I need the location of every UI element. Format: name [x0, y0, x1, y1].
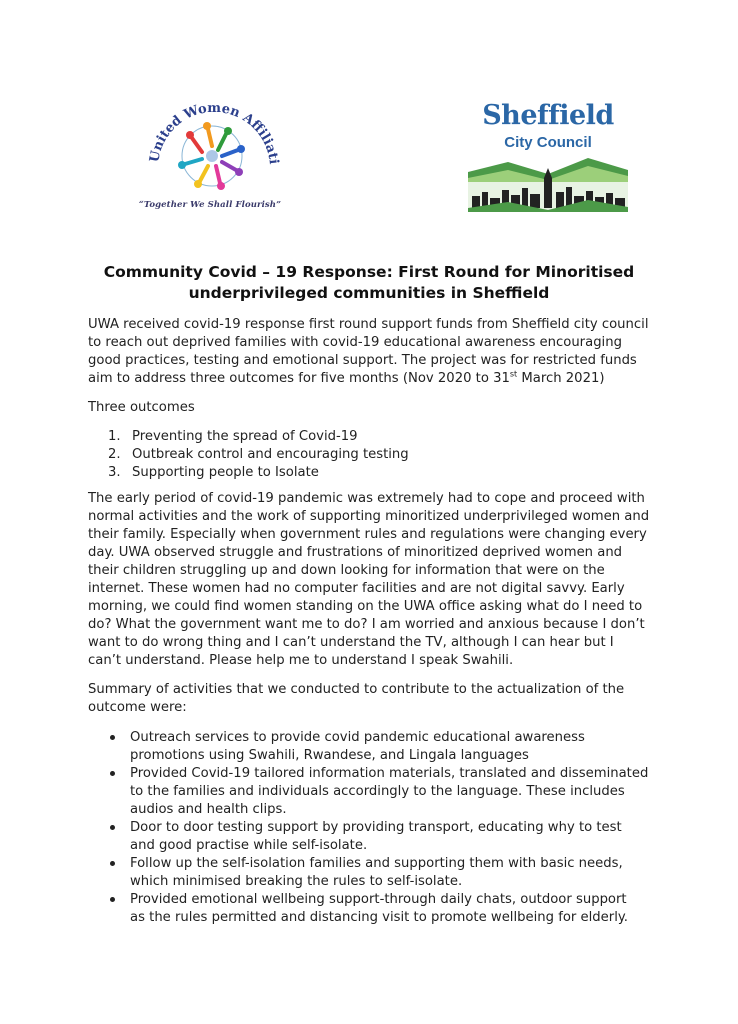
activities-list: [108, 729, 668, 927]
list-number: 1.: [108, 429, 121, 444]
intro-superscript: st: [509, 369, 518, 379]
sheffield-name: Sheffield: [482, 100, 614, 131]
list-item-line: Door to door testing support by providing transport, educating why to test: [130, 820, 622, 835]
list-item: [108, 464, 409, 482]
list-item-line: as the rules permitted and distancing visit to promote wellbeing for elderly.: [130, 910, 628, 925]
body-line: can’t understand. Please help me to understand I speak Swahili.: [88, 653, 514, 668]
list-number: 2.: [108, 447, 121, 462]
intro-paragraph: [88, 316, 668, 388]
bullet-icon: [110, 771, 115, 776]
body-paragraph: [88, 490, 668, 670]
body-line: morning, we could find women standing on the UWA office asking what do I need to: [88, 599, 643, 614]
intro-line-1: UWA received covid-19 response first round support funds from Sheffield city council: [88, 317, 649, 332]
body-line: do? What the government want me to do? I am worried and anxious because I don’t: [88, 617, 645, 632]
body-line: their family. Especially when government rules and regulations were changing every: [88, 527, 647, 542]
list-number: 3.: [108, 465, 121, 480]
page-title: [60, 262, 678, 304]
uwa-logo: [120, 90, 300, 230]
list-item-line: Outreach services to provide covid pandemic educational awareness: [130, 730, 585, 745]
list-item-text: Outbreak control and encouraging testing: [132, 447, 409, 462]
title-line-1: Community Covid – 19 Response: First Round for Minoritised: [103, 263, 635, 281]
list-item: [108, 428, 409, 446]
list-item-text: Preventing the spread of Covid-19: [132, 429, 358, 444]
outcomes-heading: Three outcomes: [88, 400, 195, 415]
uwa-tagline: “Together We Shall Flourish”: [138, 200, 282, 210]
list-item-line: promotions using Swahili, Rwandese, and Lingala languages: [130, 748, 529, 763]
list-item-line: audios and health clips.: [130, 802, 287, 817]
list-item: [108, 446, 409, 464]
list-item: [108, 765, 668, 819]
body-line: normal activities and the work of supporting minoritized underprivileged women and: [88, 509, 650, 524]
intro-line-4: [88, 370, 668, 388]
bullet-icon: [110, 861, 115, 866]
summary-line: outcome were:: [88, 700, 187, 715]
list-item: [108, 819, 668, 855]
people-globe-icon: [120, 90, 300, 202]
list-item: [108, 729, 668, 765]
intro-line-4-end: March 2021): [517, 371, 605, 386]
intro-line-2: to reach out deprived families with covid-19 educational awareness encouraging: [88, 335, 622, 350]
bullet-icon: [110, 735, 115, 740]
list-item-line: Provided emotional wellbeing support-through daily chats, outdoor support: [130, 892, 627, 907]
summary-line: Summary of activities that we conducted to contribute to the actualization of the: [88, 682, 625, 697]
city-skyline-icon: [468, 152, 628, 212]
body-line: want to do wrong thing and I can’t understand the TV, although I can hear but I: [88, 635, 614, 650]
body-line: The early period of covid-19 pandemic was extremely had to cope and proceed with: [88, 491, 645, 506]
summary-paragraph: [88, 681, 668, 717]
intro-line-3: good practices, testing and emotional support. The project was for restricted funds: [88, 353, 637, 368]
body-line: their children struggling up and down looking for information that were on the: [88, 563, 605, 578]
bullet-icon: [110, 897, 115, 902]
body-line: internet. These women had no computer facilities and are not digital savvy. Early: [88, 581, 625, 596]
bullet-icon: [110, 825, 115, 830]
list-item: [108, 855, 668, 891]
svg-text:United Women Affiliation: United Women Affiliation: [147, 100, 281, 166]
list-item-line: Follow up the self-isolation families and supporting them with basic needs,: [130, 856, 623, 871]
list-item-line: Provided Covid-19 tailored information materials, translated and disseminated: [130, 766, 649, 781]
list-item-line: which minimised breaking the rules to self-isolate.: [130, 874, 463, 889]
outcomes-list: [108, 428, 409, 482]
sheffield-logo: [468, 100, 628, 212]
city-council-label: City Council: [504, 134, 592, 151]
list-item-line: and good practise while self-isolate.: [130, 838, 368, 853]
title-line-2: underprivileged communities in Sheffield: [188, 284, 550, 302]
list-item: [108, 891, 668, 927]
list-item-text: Supporting people to Isolate: [132, 465, 319, 480]
body-line: day. UWA observed struggle and frustrations of minoritized deprived women and: [88, 545, 623, 560]
intro-line-4-start: aim to address three outcomes for five months (Nov 2020 to 31: [88, 371, 510, 386]
list-item-line: to the families and individuals accordingly to the language. These includes: [130, 784, 625, 799]
